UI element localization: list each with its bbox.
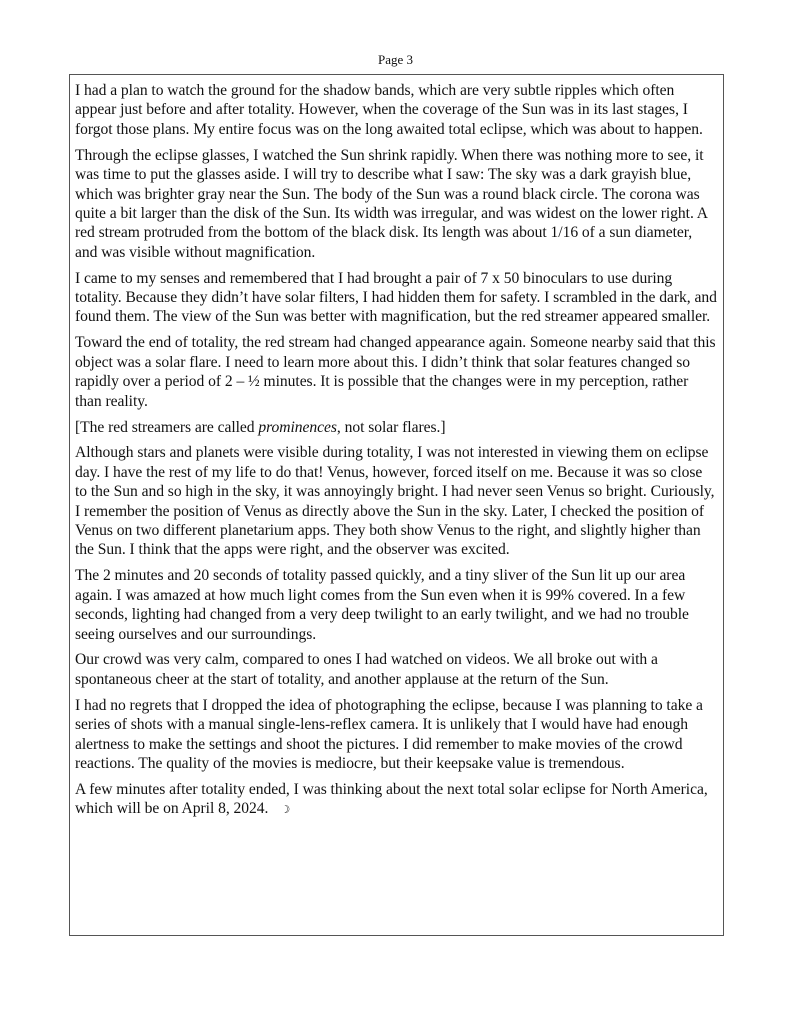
note-text-after: , not solar flares.] — [336, 418, 446, 436]
paragraph-red-stream: Toward the end of totality, the red stream had changed appearance again. Someone nearby said that this object was a solar flare. I need to learn more about this. I didn’t think that solar features changed so rapidly over a period of 2 – ½ minutes. It is possible that the changes were in my perception, rather than reality. — [75, 334, 716, 410]
paragraph-binoculars: I came to my senses and remembered that I had brought a pair of 7 x 50 binoculars to use during totality. Because they didn’t have solar filters, I had hidden them for safety. I scrambled in the dark, and found them. The view of the Sun was better with magnification, but the red streamer appeared smaller. — [75, 269, 717, 326]
paragraph-shadow-bands: I had a plan to watch the ground for the shadow bands, which are very subtle ripples which often appear just before and after totality. However, when the coverage of the Sun was in its last stages, I forgot those plans. My entire focus was on the long awaited total eclipse, which was about to happen. — [75, 82, 703, 138]
paragraph-sliver: The 2 minutes and 20 seconds of totality passed quickly, and a tiny sliver of the Sun lit up our area again. I was amazed at how much light comes from the Sun even when it is 99% covered. In a few seconds, lighting had changed from a very deep twilight to an early twilight, and we had no trouble seeing ourselves and our surroundings. — [75, 567, 689, 643]
moon-end-icon: ☽ — [280, 803, 291, 817]
article-box — [69, 74, 724, 936]
page-number: Page 3 — [377, 52, 414, 67]
paragraph-sun-description: Through the eclipse glasses, I watched the Sun shrink rapidly. When there was nothing more to see, it was time to put the glasses aside. I will try to describe what I saw: The sky was a dark grayish blue, which was brighter gray near the Sun. The body of the Sun was a round black circle. The corona was quite a bit larger than the disk of the Sun. Its width was irregular, and was widest on the lower right. A red stream protruded from the bottom of the black disk. Its length was about 1/16 of a sun diameter, and was visible without magnification. — [75, 146, 708, 261]
note-text-before: [The red streamers are called — [75, 418, 259, 436]
closing-text: A few minutes after totality ended, I was thinking about the next total solar eclipse for North America, which will be on April 8, 2024. — [75, 780, 708, 818]
paragraph-venus: Although stars and planets were visible during totality, I was not interested in viewing them on eclipse day. I have the rest of my life to do that! Venus, however, forced itself on me. Because it was so close to the Sun and so high in the sky, it was annoyingly bright. I had never seen Venus so bright. Curiously, I remember the position of Venus as directly above the Sun in the sky. Later, I checked the position of Venus on two different planetarium apps. They both show Venus to the right, and slightly higher than the Sun. I think that the apps were right, and the observer was excited. — [75, 444, 715, 559]
paragraph-crowd: Our crowd was very calm, compared to ones I had watched on videos. We all broke out with a spontaneous cheer at the start of totality, and another applause at the return of the Sun. — [75, 651, 658, 688]
paragraph-next-eclipse — [75, 780, 718, 820]
paragraph-photography: I had no regrets that I dropped the idea of photographing the eclipse, because I was planning to take a series of shots with a manual single-lens-reflex camera. It is unlikely that I would have had enough alertness to make the settings and shoot the pictures. I did remember to make movies of the crowd reactions. The quality of the movies is mediocre, but their keepsake value is tremendous. — [75, 696, 703, 772]
note-emphasis: prominences — [258, 418, 337, 436]
paragraph-prominences-note — [75, 418, 718, 437]
